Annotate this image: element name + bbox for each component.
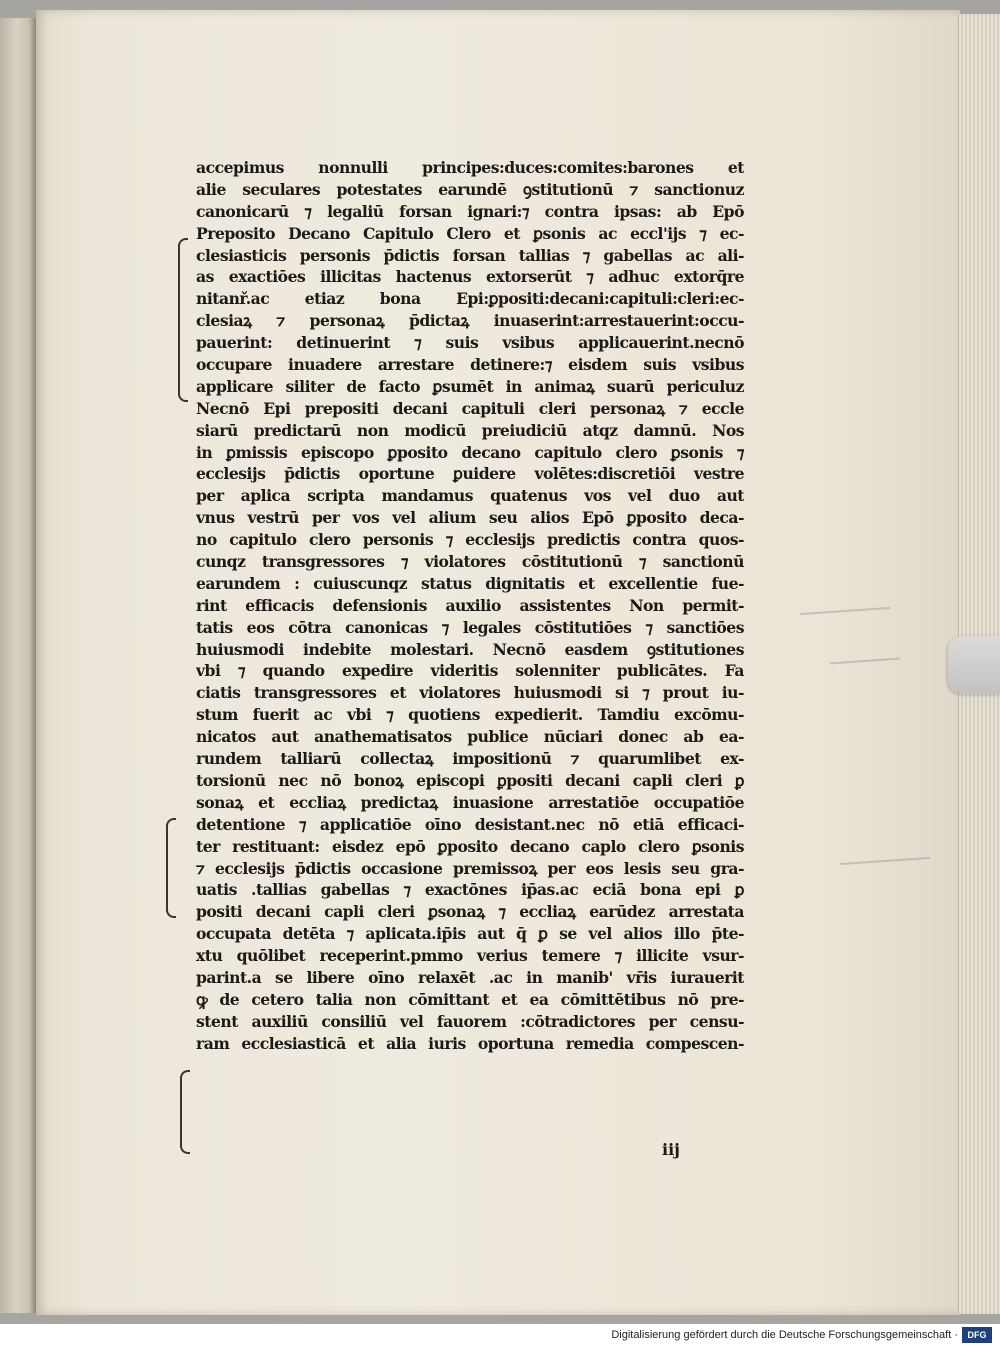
text-line: stum fuerit ac vbi ⁊ quotiens expedierit. Tamdiu excōmu- bbox=[196, 705, 744, 725]
text-line: ecclesijs p̄dictis oportune ꝑuidere volētes:discretiōi vestre bbox=[196, 464, 744, 484]
text-line: alie seculares potestates earundē ꝯstitutionū ⁊ sanctionuz bbox=[196, 179, 744, 199]
text-line: detentione ⁊ applicatiōe oīno desistant.nec nō etiā efficaci- bbox=[196, 814, 744, 834]
text-line: uatis .tallias gabellas ⁊ exactōnes ip̄as.ac eciā bona epi ꝑ bbox=[196, 880, 744, 900]
margin-bracket bbox=[180, 1070, 190, 1154]
text-line: ram ecclesiasticā et alia iuris oportuna remedia compescen- bbox=[196, 1033, 744, 1053]
text-line: nitanř.ac etiaz bona Epi:ꝑpositi:decani:capituli:cleri:ec- bbox=[196, 289, 744, 309]
facing-page-edge bbox=[0, 18, 38, 1313]
dfg-logo: DFG bbox=[962, 1327, 992, 1343]
text-line: pauerint: detinuerint ⁊ suis vsibus applicauerint.necnō bbox=[196, 333, 744, 353]
footer-credit: Digitalisierung gefördert durch die Deutsche Forschungsgemeinschaft · bbox=[611, 1329, 958, 1341]
text-line: huiusmodi indebite molestari. Necnō easdem ꝯstitutiones bbox=[196, 639, 744, 659]
text-line: per aplica scripta mandamus quatenus vos vel duo aut bbox=[196, 486, 744, 506]
text-line: Necnō Epi prepositi decani capituli cleri personaꝝ ⁊ eccle bbox=[196, 398, 744, 418]
text-line: positi decani capli cleri ꝑsonaꝝ ⁊ eccliaꝝ earūdez arrestata bbox=[196, 902, 744, 922]
text-line: ciatis transgressores et violatores huiusmodi si ⁊ prout iu- bbox=[196, 683, 744, 703]
text-line: nicatos aut anathematisatos publice nūciari donec ab ea- bbox=[196, 727, 744, 747]
text-line: Preposito Decano Capitulo Clero et ꝑsonis ac eccl'ijs ⁊ ec- bbox=[196, 223, 744, 243]
text-line: sonaꝝ et eccliaꝝ predictaꝝ inuasione arrestatiōe occupatiōe bbox=[196, 792, 744, 812]
text-line: vbi ⁊ quando expedire videritis solenniter publicātes. Fa bbox=[196, 661, 744, 681]
signature-mark: iij bbox=[662, 1140, 680, 1159]
text-line: rint efficacis defensionis auxilio assistentes Non permit- bbox=[196, 595, 744, 615]
text-line: occupare inuadere arrestare detinere:⁊ eisdem suis vsibus bbox=[196, 355, 744, 375]
text-line: ⁊ ecclesijs p̄dictis occasione premissoꝝ per eos lesis seu gra- bbox=[196, 858, 744, 878]
text-line: torsionū nec nō bonoꝝ episcopi ꝑpositi decani capli cleri ꝑ bbox=[196, 770, 744, 790]
margin-bracket bbox=[178, 238, 188, 402]
text-line: ꝙ de cetero talia non cōmittant et ea cōmittētibus nō pre- bbox=[196, 989, 744, 1009]
text-line: occupata detēta ⁊ aplicata.ip̄is aut q̄ ꝑ se vel alios illo p̄te- bbox=[196, 924, 744, 944]
text-line: siarū predictarū non modicū preiudiciū atqz damnū. Nos bbox=[196, 420, 744, 440]
text-line: applicare siliter de facto ꝑsumēt in animaꝝ suarū periculuz bbox=[196, 376, 744, 396]
text-line: accepimus nonnulli principes:duces:comites:barones et bbox=[196, 158, 744, 177]
text-line: no capitulo clero personis ⁊ ecclesijs predictis contra quos- bbox=[196, 530, 744, 550]
text-line: canonicarū ⁊ legaliū forsan ignari:⁊ contra ipsas: ab Epō bbox=[196, 201, 744, 221]
text-line: xtu quōlibet receperint.pmmo verius temere ⁊ illicite vsur- bbox=[196, 946, 744, 966]
text-line: tatis eos cōtra canonicas ⁊ legales cōstitutiōes ⁊ sanctiōes bbox=[196, 617, 744, 637]
text-line: stent auxiliū consiliū vel fauorem :cōtradictores per censu- bbox=[196, 1011, 744, 1031]
body-text bbox=[196, 157, 744, 1055]
margin-bracket bbox=[166, 818, 176, 918]
text-line: earundem : cuiuscunqz status dignitatis et excellentie fue- bbox=[196, 573, 744, 593]
text-line: as exactiōes illicitas hactenus extorserūt ⁊ adhuc extorq̄re bbox=[196, 267, 744, 287]
text-line: ter restituant: eisdez epō ꝑposito decano caplo clero ꝑsonis bbox=[196, 836, 744, 856]
text-line: clesiasticis personis p̄dictis forsan tallias ⁊ gabellas ac ali- bbox=[196, 245, 744, 265]
text-line: vnus vestrū per vos vel alium seu alios Epō ꝑposito deca- bbox=[196, 508, 744, 528]
text-line: cunqz transgressores ⁊ violatores cōstitutionū ⁊ sanctionū bbox=[196, 552, 744, 572]
page-clip-tab bbox=[948, 636, 1000, 694]
text-line: clesiaꝝ ⁊ personaꝝ p̄dictaꝝ inuaserint:arrestauerint:occu- bbox=[196, 311, 744, 331]
text-line: parint.a se libere oīno relaxēt .ac in manib' vr̄is iurauerit bbox=[196, 967, 744, 987]
text-line: rundem talliarū collectaꝝ impositionū ⁊ quarumlibet ex- bbox=[196, 749, 744, 769]
text-line: in ꝑmissis episcopo ꝑposito decano capitulo clero ꝑsonis ⁊ bbox=[196, 442, 744, 462]
